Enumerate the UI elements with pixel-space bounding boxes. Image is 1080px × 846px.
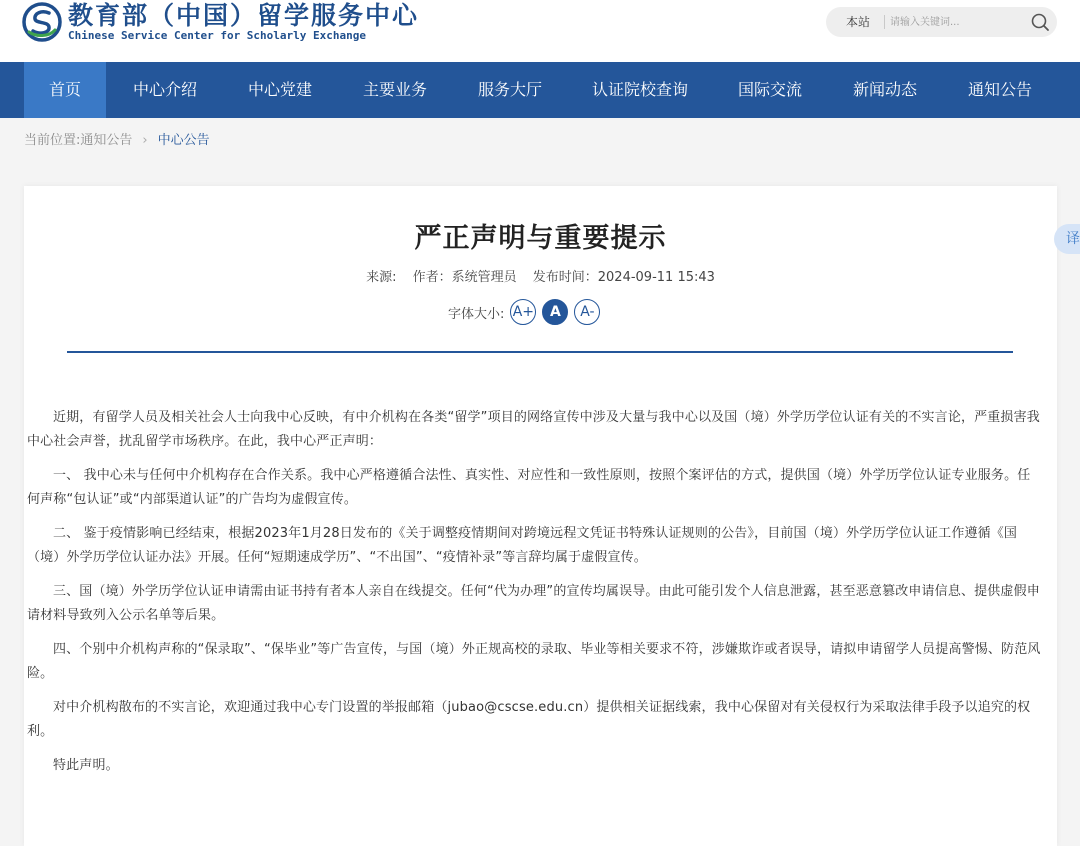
article-published-time: 发布时间：2024-09-11 15:43 [532,270,715,285]
logo-english-name: Chinese Service Center for Scholarly Exchange [68,28,367,42]
search-scope-label[interactable]: 本站 [846,15,871,29]
nav-item-home[interactable]: 首页 [24,62,106,118]
nav-item-international[interactable]: 国际交流 [737,80,802,99]
article-paragraph: 一、 我中心未与任何中介机构存在合作关系。我中心严格遵循合法性、真实性、对应性和一致性原则，按照个案评估的方式，提供国（境）外学历学位认证专业服务。任何声称“包认证”或“内部渠道认证”的广告均为虚假宣传。 [27,468,1031,507]
translate-tab-label: 译 [1066,231,1080,247]
site-search [826,7,1057,37]
nav-item-school-query[interactable]: 认证院校查询 [591,80,688,99]
breadcrumb-current[interactable]: 中心公告 [157,133,210,148]
breadcrumb-prefix: 当前位置: [24,133,81,148]
article-paragraph: 特此声明。 [53,758,119,773]
breadcrumb [24,118,210,164]
translate-tab[interactable] [1054,224,1080,254]
nav-item-notices[interactable]: 通知公告 [967,80,1032,99]
breadcrumb-separator: › [142,133,148,148]
font-default-button[interactable]: A [542,299,568,325]
article-paragraph: 三、国（境）外学历学位认证申请需由证书持有者本人亲自在线提交。任何“代为办理”的宣传均属误导。由此可能引发个人信息泄露，甚至恶意篡改申请信息、提供虚假申请材料导致列入公示名单等后果。 [27,584,1040,623]
cscse-logo-mark-icon [22,2,62,42]
article-paragraph: 四、个别中介机构声称的“保录取”、“保毕业”等广告宣传，与国（境）外正规高校的录取、毕业等相关要求不符，涉嫌欺诈或者误导，请拟申请留学人员提高警惕、防范风险。 [27,642,1041,681]
article-title: 严正声明与重要提示 [414,223,667,254]
logo-chinese-name: 教育部（中国）留学服务中心 [68,0,420,30]
article-author: 作者：系统管理员 [412,270,517,285]
search-icon[interactable] [1029,11,1051,33]
site-header [0,0,1080,62]
font-size-control [448,298,600,326]
article-body [27,406,1041,788]
nav-item-business[interactable]: 主要业务 [362,80,427,99]
article-card [24,186,1057,846]
font-decrease-button[interactable]: A- [574,299,600,325]
article-meta [24,266,1057,285]
nav-item-about[interactable]: 中心介绍 [132,80,197,99]
title-divider [67,351,1013,353]
article-source: 来源: [366,270,397,285]
nav-item-service-hall[interactable]: 服务大厅 [477,80,542,99]
article-paragraph: 对中介机构散布的不实言论，欢迎通过我中心专门设置的举报邮箱（jubao@cscse.edu.cn）提供相关证据线索，我中心保留对有关侵权行为采取法律手段予以追究的权利。 [27,700,1031,739]
main-nav [0,62,1080,118]
nav-item-news[interactable]: 新闻动态 [852,80,917,99]
article-paragraph: 二、 鉴于疫情影响已经结束，根据2023年1月28日发布的《关于调整疫情期间对跨境远程文凭证书特殊认证规则的公告》，目前国（境）外学历学位认证工作遵循《国（境）外学历学位认证办法》开展。任何“短期速成学历”、“不出国”、“疫情补录”等言辞均属于虚假宣传。 [27,526,1018,565]
search-divider [884,15,885,29]
font-size-label: 字体大小: [448,306,505,322]
search-input[interactable] [890,12,1020,32]
site-logo[interactable] [22,0,419,44]
nav-item-party[interactable]: 中心党建 [247,80,312,99]
article-paragraph: 近期，有留学人员及相关社会人士向我中心反映，有中介机构在各类“留学”项目的网络宣传中涉及大量与我中心以及国（境）外学历学位认证有关的不实言论，严重损害我中心社会声誉，扰乱留学市场秩序。在此，我中心严正声明： [27,410,1040,449]
font-increase-button[interactable]: A+ [510,299,536,325]
breadcrumb-parent-link[interactable]: 通知公告 [80,133,133,148]
